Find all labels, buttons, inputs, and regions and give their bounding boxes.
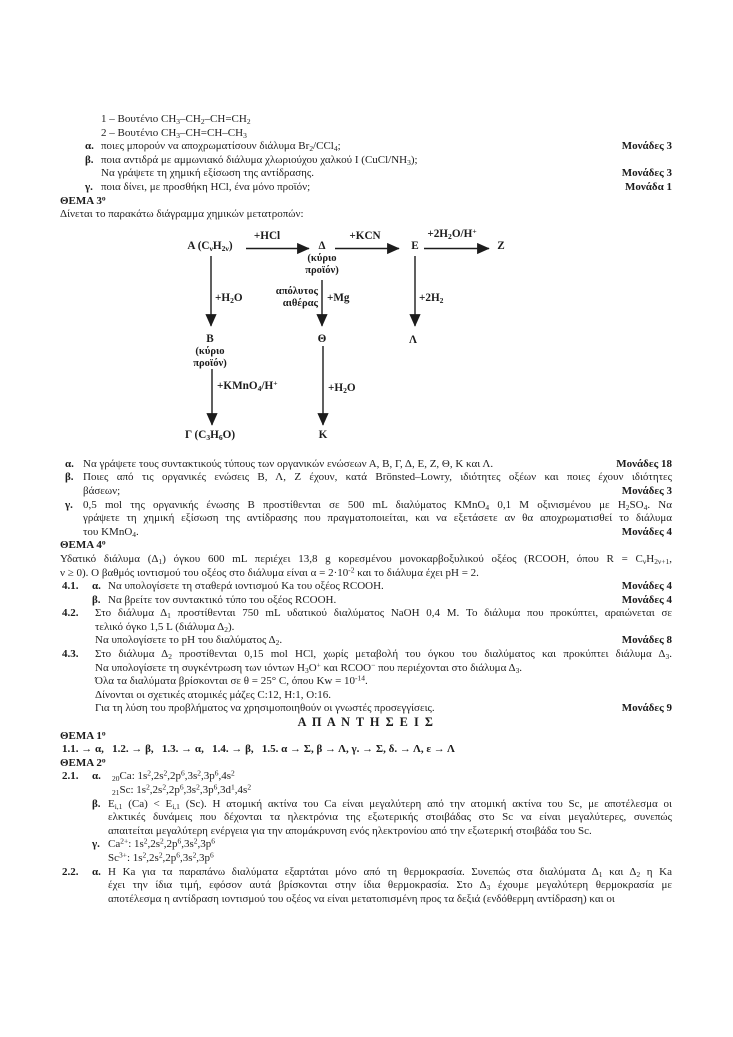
electron-config-sc: $_{21}$Sc: $1s^2,2s^2,2p^6,3s^2,3p^6,3d^1,4s^2$ <box>112 782 252 797</box>
diagram-vb-label: +KMnO$_4$/H+ <box>217 378 278 393</box>
thema3-item-alpha <box>60 458 672 472</box>
document-content <box>60 113 672 906</box>
answer-line: απαιτείται μεγαλύτερη ενέργεια για την απομάκρυνση ενός ηλεκτρονίου από την εξωτερική στοιβάδα του Sc. <box>108 824 592 837</box>
ether-label-line1: απόλυτος <box>275 285 318 297</box>
points-label: Μονάδες 9 <box>621 702 672 715</box>
diagram-node-e: E <box>411 239 419 252</box>
diagram-ether-label <box>256 286 318 311</box>
question-line: ποια δίνει, με προσθήκη HCl, ένα μόνο προϊόν; <box>101 180 311 193</box>
diagram-node-gamma: Γ $(C_3H_6O)$ <box>185 428 236 442</box>
points-label: Μονάδες 18 <box>616 457 672 470</box>
item-marker: α. <box>65 457 74 470</box>
q41-sub-alpha <box>92 580 672 594</box>
node-delta-letter: Δ <box>318 239 326 252</box>
question-line: Δίνονται οι σχετικές ατομικές μάζες C:12, H:1, O:16. <box>95 688 332 701</box>
question-line: Να υπολογίσετε τη σταθερά ιοντισμού Ka του οξέος RCOOH. <box>108 580 384 593</box>
answer-line: ελκτικές δυνάμεις που δέχονται τα ηλεκτρόνια της εξωτερικής στοιβάδας στο Sc να είναι μεγαλύτερες, συνεπώς <box>108 811 672 824</box>
diagram-mg-label: +Mg <box>327 291 350 304</box>
question-line: Στο διάλυμα $\Delta_1$ προστίθενται 750 mL υδατικού διαλύματος NaOH 0,4 M. Το διάλυμα που προκύπτει, αραιώνεται σε <box>95 607 672 621</box>
diagram-node-theta: Θ <box>317 332 327 345</box>
answers-thema2-title: ΘΕΜΑ $2^o$ <box>60 755 106 769</box>
thema4-q41 <box>60 580 672 607</box>
answers-thema1-title: ΘΕΜΑ $1^o$ <box>60 728 106 742</box>
points-label: Μονάδες 4 <box>621 593 672 606</box>
diagram-node-delta <box>305 240 339 278</box>
thema3-intro: Δίνεται το παρακάτω διάγραμμα χημικών μετατροπών: <box>60 208 304 221</box>
question-line: ποιες μπορούν να αποχρωματίσουν διάλυμα $Br_2/CCl_4$; <box>101 140 341 154</box>
points-label: Μονάδες 4 <box>621 580 672 593</box>
question-line: Να γράψετε τη χημική εξίσωση της αντίδρασης. <box>101 167 315 180</box>
diagram-va-label: $+H_2O$ <box>215 291 243 305</box>
item-marker: γ. <box>85 180 93 193</box>
question-line: βάσεων; <box>83 484 121 497</box>
item-marker: β. <box>85 153 94 166</box>
diagram-node-k: K <box>318 428 328 441</box>
answer-line: αποτέλεσμα η αντίδραση ιοντισμού του οξέος να είναι μετατοπισμένη προς τα δεξιά (ενδόθερμη αντίδραση) και οι <box>108 892 615 905</box>
diagram-node-z: Z <box>497 239 505 252</box>
diagram-arrow2-label: +KCN <box>349 229 381 242</box>
thema3-item-beta <box>60 471 672 498</box>
node-delta-note-2: προϊόν) <box>305 265 339 277</box>
sub-marker: α. <box>92 770 101 783</box>
question-item-beta <box>60 154 672 181</box>
question-item-alpha <box>60 140 672 154</box>
answer-q21 <box>60 770 672 865</box>
item-marker: α. <box>85 140 94 153</box>
points-label: Μονάδες 3 <box>621 140 672 153</box>
answer-line: $E_{i,1}$ $(Ca) < E_{i,1}$ (Sc). Η ατομική ακτίνα του Ca είναι μεγαλύτερη από την ατομική ακτίνα του Sc, με αποτέλεσμα οι <box>108 797 673 811</box>
question-line: τελικό όγκο 1,5 L (διάλυμα $\Delta_2$). <box>95 620 235 634</box>
diagram-vtheta-label: $+H_2O$ <box>328 381 356 395</box>
ether-label-line2: αιθέρας <box>282 298 318 310</box>
answer-line: Η Ka για τα παραπάνω διαλύματα εξαρτάται μόνο από τη θερμοκρασία. Συνεπώς στα διαλύματα $\Delta_1$ και $\Delta_2$ η Ka <box>108 865 673 879</box>
thema4-para-line1: Υδατικό διάλυμα $(\Delta_1)$ όγκου 600 mL περιέχει 13,8 g κορεσμένου μονοκαρβοξυλικού οξέος (RCOOH, όπου $R = C_\nu H_{2\nu+1}$, <box>60 552 672 566</box>
diagram-ve-label: $+2H_2$ <box>419 291 444 305</box>
points-label: Μονάδες 4 <box>621 525 672 538</box>
sub-marker: α. <box>92 865 101 878</box>
node-b-note-1: (κύριο <box>195 345 225 357</box>
thema4-title: ΘΕΜΑ $4^o$ <box>60 537 106 552</box>
q41-sub-beta <box>92 593 672 608</box>
thema4-q42 <box>60 607 672 648</box>
q21-sub-beta <box>92 797 673 839</box>
question-line: Να βρείτε τον συντακτικό τύπο του οξέος RCOOH. <box>108 593 337 606</box>
question-line: Να γράψετε τους συντακτικούς τύπους των οργανικών ενώσεων Α, Β, Γ, Δ, Ε, Ζ, Θ, Κ και Λ. <box>83 457 494 470</box>
points-label: Μονάδες 3 <box>621 484 672 497</box>
item-marker: 4.2. <box>62 607 79 620</box>
item-marker: γ. <box>65 498 73 511</box>
answers-thema1-line: 1.1. → α, 1.2. → β, 1.3. → α, 1.4. → β, 1.5. α → Σ, β → Λ, γ. → Σ, δ. → Λ, ε → Λ <box>62 743 455 756</box>
node-b-note-2: προϊόν) <box>193 358 227 370</box>
question-line: Ποιες από τις οργανικές ενώσεις Β, Λ, Ζ έχουν, κατά Brönsted–Lowry, ιδιότητες οξέων και ποιες έχουν ιδιότητες <box>83 471 672 484</box>
thema4-q43 <box>60 648 672 716</box>
thema3-title: ΘΕΜΑ $3^o$ <box>60 193 106 207</box>
item-marker: 2.2. <box>62 865 79 878</box>
question-line: Όλα τα διαλύματα βρίσκονται σε θ = 25° C, όπου $Kw = 10^{-14}$. <box>95 673 368 688</box>
question-line: Να υπολογίσετε τη συγκέντρωση των ιόντων $H_3O^+$ και RCOO− που περιέχονται στο διάλυμα $\Delta_3$. <box>95 660 523 675</box>
answers-heading: Α Π Α Ν Τ Η Σ Ε Ι Σ <box>297 715 435 730</box>
question-line: του KMnO$_4$. <box>83 525 139 539</box>
diagram-node-b <box>193 333 227 371</box>
diagram-node-a: A $(C_\nu H_{2\nu})$ <box>187 239 233 253</box>
diagram-arrow3-label: $+2H_2O/H^+$ <box>427 226 477 241</box>
electron-config-ca: $_{20}$Ca: $1s^2,2s^2,2p^6,3s^2,3p^6,4s^2$ <box>112 769 235 784</box>
electron-config-ca-ion: $Ca^{2+}$: $1s^2,2s^2,2p^6,3s^2,3p^6$ <box>108 837 216 851</box>
sub-marker: γ. <box>92 838 100 851</box>
question-line: Στο διάλυμα $\Delta_2$ προστίθενται 0,15 mol HCl, χωρίς μεταβολή του όγκου του διαλύματος και προκύπτει διάλυμα $\Delta_3$. <box>95 648 672 661</box>
answer-line: έχει την ίδια τιμή, εφόσον αυτά βρίσκονται στην ίδια θερμοκρασία. Στο $\Delta_3$ έχουμε μεγαλύτερη θερμοκρασία με <box>108 879 672 893</box>
item-marker: 2.1. <box>62 770 79 783</box>
butene-line-1: 1 – Βουτένιο $CH_3-CH_2-CH=CH_2$ <box>101 113 251 126</box>
q21-sub-alpha <box>92 769 672 797</box>
item-marker: 4.1. <box>62 580 79 593</box>
question-item-gamma <box>60 181 672 195</box>
points-label: Μονάδα 1 <box>624 180 672 193</box>
question-line: 0,5 mol της οργανικής ένωσης Β προστίθενται σε 500 mL διαλύματος KMnO$_4$ 0,1 M οξινισμένου με $H_2SO_4$. Να <box>83 498 672 512</box>
node-delta-note-1: (κύριο <box>307 252 337 264</box>
butene-line-2: 2 – Βουτένιο $CH_3-CH=CH-CH_3$ <box>101 126 247 140</box>
electron-config-sc-ion: $Sc^{3+}$: $1s^2,2s^2,2p^6,3s^2,3p^6$ <box>108 850 214 864</box>
diagram-arrows <box>60 222 672 458</box>
question-line: γράψετε τη χημική εξίσωση της αντίδρασης που πραγματοποιείται, και να εξετάσετε αν θα αποχρωματισθεί το διάλυμα <box>83 512 672 525</box>
sub-marker: β. <box>92 797 101 810</box>
node-b-letter: B <box>206 332 214 345</box>
q22-sub-alpha <box>92 865 673 907</box>
answer-q22 <box>60 866 672 907</box>
item-marker: β. <box>65 471 74 484</box>
question-line: ποια αντιδρά με αμμωνιακό διάλυμα χλωριούχου χαλκού I $(CuCl/NH_3)$; <box>101 153 418 167</box>
sub-marker: α. <box>92 580 101 593</box>
question-line: Για τη λύση του προβλήματος να χρησιμοποιηθούν οι γνωστές προσεγγίσεις. <box>95 702 435 715</box>
reaction-diagram <box>60 222 672 458</box>
item-marker: 4.3. <box>62 648 79 661</box>
sub-marker: β. <box>92 593 101 606</box>
q21-sub-gamma <box>92 837 672 865</box>
thema3-item-gamma <box>60 499 672 540</box>
thema4-para-line2: ν ≥ 0). Ο βαθμός ιοντισμού του οξέος στο διάλυμα είναι $\alpha = 2\cdot 10^{-2}$ και το διάλυμα έχει pH = 2. <box>60 565 479 579</box>
question-line: Να υπολογίσετε το pH του διαλύματος $\Delta_2$. <box>95 634 283 648</box>
points-label: Μονάδες 8 <box>621 634 672 647</box>
diagram-arrow1-label: +HCl <box>253 229 281 242</box>
points-label: Μονάδες 3 <box>621 167 672 180</box>
diagram-node-lambda: Λ <box>408 333 418 346</box>
